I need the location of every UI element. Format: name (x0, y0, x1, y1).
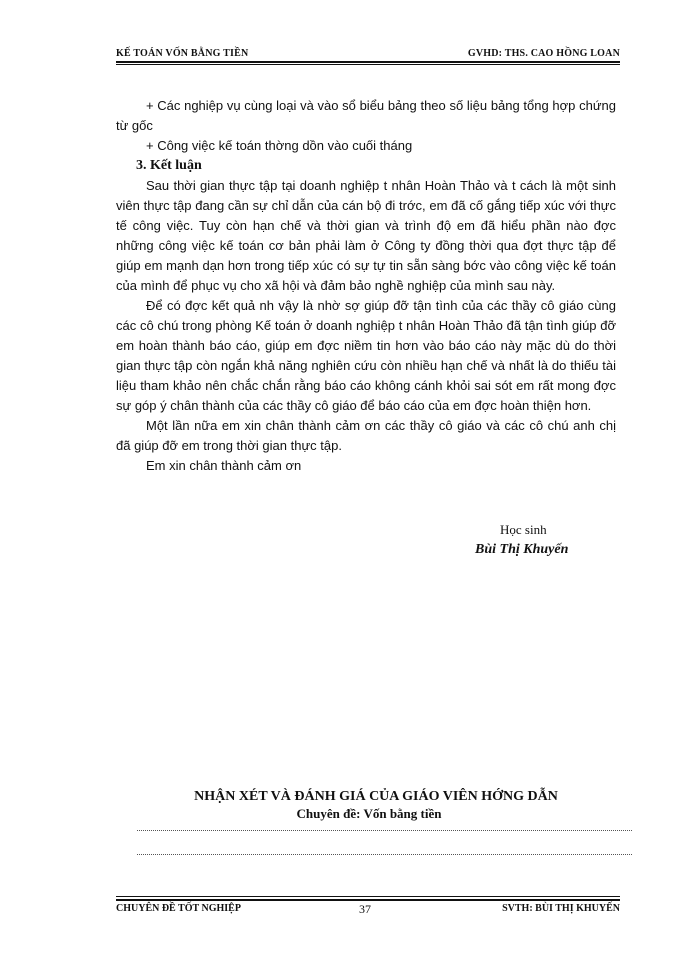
dotted-line (137, 830, 632, 831)
page-footer (116, 903, 620, 919)
header-rule-secondary (116, 64, 620, 65)
footer-left-title: CHUYÊN ĐỀ TỐT NGHIỆP (116, 903, 241, 914)
header-left-title: KẾ TOÁN VỐN BẰNG TIỀN (116, 48, 249, 59)
paragraph-1: Sau thời gian thực tập tại doanh nghiệp t nhân Hoàn Thảo và t cách là một sinh viên thực tập đang cần sự chỉ dẫn của cán bộ đi trớc, em đã cố gắng tiếp xúc với thực tế công việc. Tuy còn hạn chế và thời gian và trình độ em đã hiểu phần nào đợc những công việc kế toán cơ bản phải làm ở Công ty đồng thời qua đợt thực tập để giúp em mạnh dạn hơn trong tiếp xúc có sự tự tin sẵn sàng bớc vào công việc kế toán của mình để phục vụ cho xã hội và đảm bảo nghề nghiệp của mình sau này. (116, 178, 616, 293)
paragraph-3: Một lần nữa em xin chân thành cảm ơn các thầy cô giáo và các cô chú anh chị đã giúp đỡ em trong thời gian thực tập. (116, 418, 616, 453)
dotted-line (137, 854, 632, 855)
paragraph-4: Em xin chân thành cảm ơn (146, 458, 302, 473)
page-header (116, 48, 620, 62)
footer-rule (116, 899, 620, 901)
header-right-advisor: GVHD: THS. CAO HỒNG LOAN (467, 48, 620, 59)
bullet-item-1: + Các nghiệp vụ cùng loại và vào sổ biểu bảng theo số liệu bảng tổng hợp chứng từ gốc (116, 98, 616, 133)
header-rule (116, 61, 620, 63)
section-heading: 3. Kết luận (136, 158, 202, 173)
bullet-item-2: + Công việc kế toán thờng dồn vào cuối tháng (146, 138, 413, 153)
page-number: 37 (359, 902, 371, 916)
signature-name: Bùi Thị Khuyến (475, 542, 569, 557)
review-subtitle: Chuyên đề: Vốn bằng tiền (296, 806, 442, 821)
body-text (116, 96, 616, 476)
footer-rule-secondary (116, 896, 620, 897)
paragraph-2: Để có đợc kết quả nh vậy là nhờ sợ giúp đỡ tận tình của các thầy cô giáo cùng các cô chú trong phòng Kế toán ở doanh nghiệp t nhân Hoàn Thảo đã tận tình giúp đỡ em hoàn thành báo cáo, giúp em đợc niềm tin hơn vào báo cáo này mặc dù do thời gian thực tập còn ngắn khả năng nghiên cứu còn nhiều hạn chế và nhất là do thiếu tài liệu tham khảo nên chắc chắn rằng báo cáo không cánh khỏi sai sót em rất mong đợc sự góp ý chân thành của các thầy cô giáo để báo cáo của em đợc hoàn thiện hơn. (116, 298, 616, 413)
review-title: NHẬN XÉT VÀ ĐÁNH GIÁ CỦA GIÁO VIÊN HỚNG DẪN (194, 789, 558, 804)
signature-label: Học sinh (500, 522, 547, 537)
footer-right-student: SVTH: BÙI THỊ KHUYẾN (502, 903, 620, 914)
